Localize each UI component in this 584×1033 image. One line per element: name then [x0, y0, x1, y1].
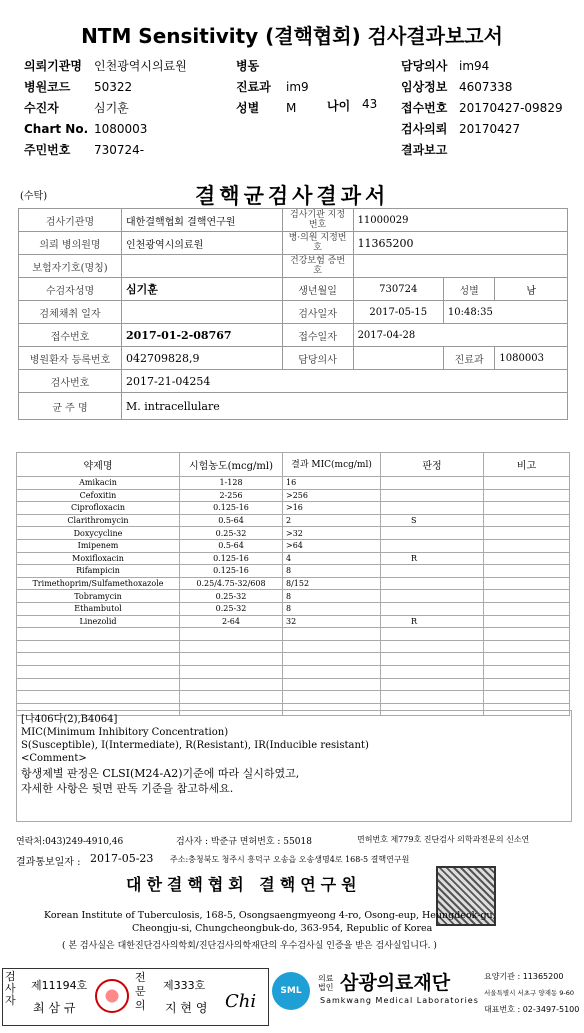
col-drug: 약제명: [17, 453, 180, 477]
table-cell: [381, 665, 484, 678]
table-cell: 2-64: [180, 615, 283, 628]
accept-date-value: 2017-04-28: [353, 324, 567, 347]
table-cell: [381, 489, 484, 502]
table-cell: 8: [283, 565, 381, 578]
table-cell: Moxifloxacin: [17, 552, 180, 565]
header-label: 임상정보: [401, 80, 448, 94]
age-value: 43: [362, 97, 378, 111]
header-value: im9: [286, 80, 309, 94]
table-cell: [381, 577, 484, 590]
table-cell: [283, 628, 381, 641]
table-cell: [381, 502, 484, 515]
table-row: [17, 577, 570, 590]
footer-contact: 연락처:043)249-4910,46: [16, 837, 124, 847]
header-row: [24, 76, 224, 97]
header-value: M: [286, 101, 297, 115]
patient-value: 심기훈: [122, 278, 283, 301]
table-cell: [381, 653, 484, 666]
table-cell: Trimethoprim/Sulfamethoxazole: [17, 577, 180, 590]
table-row: [17, 628, 570, 641]
table-cell: >16: [283, 502, 381, 515]
institute-name: 대한결핵협회 결핵연구원: [126, 875, 362, 894]
sml-logo-text: SML: [280, 986, 302, 996]
table-cell: >256: [283, 489, 381, 502]
table-row: [17, 552, 570, 565]
birth-label: 생년월일: [282, 278, 353, 301]
table-cell: [381, 477, 484, 490]
org-tel: 대표번호 : 02-3497-5100: [484, 1005, 580, 1014]
accept-no-value: 2017-01-2-08767: [122, 324, 283, 347]
table-cell: 4: [283, 552, 381, 565]
accept-no-label: 접수번호: [19, 324, 122, 347]
table-cell: Cefoxitin: [17, 489, 180, 502]
table-row: [17, 477, 570, 490]
header-row: [401, 139, 581, 160]
report-date-value: 2017-05-23: [90, 852, 154, 865]
table-cell: [381, 539, 484, 552]
doctor-value: [353, 347, 443, 370]
table-cell: [484, 615, 570, 628]
header-label: Chart No.: [24, 122, 89, 136]
header-value: 4607338: [459, 80, 513, 94]
table-cell: 32: [283, 615, 381, 628]
table-cell: 0.25-32: [180, 527, 283, 540]
table-cell: [484, 628, 570, 641]
receipt-tag: (수탁): [20, 191, 48, 202]
species-value: M. intracellulare: [122, 393, 568, 420]
comment-mic: MIC(Minimum Inhibitory Concentration): [21, 727, 229, 738]
header-row: [24, 118, 224, 139]
table-cell: [17, 628, 180, 641]
org-small: [318, 974, 336, 992]
org-name-en: Samkwang Medical Laboratories: [320, 996, 479, 1005]
table-cell: [180, 640, 283, 653]
agency-no-value: 11000029: [353, 209, 567, 232]
header-right: [401, 55, 581, 160]
exam-label: 검사자: [5, 970, 16, 1007]
table-cell: 0.125-16: [180, 565, 283, 578]
test-no-value: 2017-21-04254: [122, 370, 568, 393]
age-label: 나이: [327, 99, 351, 113]
spec-no: 제333호: [163, 979, 206, 992]
table-cell: [180, 653, 283, 666]
birth-value: 730724: [353, 278, 443, 301]
collect-value: [122, 301, 283, 324]
table-cell: [484, 565, 570, 578]
reg-value: 042709828,9: [122, 347, 283, 370]
hospital-no-label: 병·의원 지정번호: [282, 232, 353, 255]
agency-no-label: 검사기관 지정번호: [282, 209, 353, 232]
table-row: [17, 565, 570, 578]
footer-examiner: 검사자 : 박준규 면허번호 : 55018: [176, 837, 312, 847]
table-row: [17, 489, 570, 502]
header-label: 담당의사: [401, 59, 448, 73]
table-cell: Amikacin: [17, 477, 180, 490]
table-cell: 8/152: [283, 577, 381, 590]
hospital-label: 의뢰 병의원명: [19, 232, 122, 255]
dept-label: 진료과: [443, 347, 494, 370]
species-label: 균 주 명: [19, 393, 122, 420]
page-title: NTM Sensitivity (결핵협회) 검사결과보고서: [81, 24, 503, 48]
table-row: [17, 678, 570, 691]
header-label: 병원코드: [24, 80, 71, 94]
table-cell: R: [381, 615, 484, 628]
table-cell: Ethambutol: [17, 602, 180, 615]
header-label: 성별: [236, 101, 260, 115]
table-cell: [283, 640, 381, 653]
table-row: [17, 527, 570, 540]
table-cell: [283, 678, 381, 691]
table-row: [17, 590, 570, 603]
header-label: 접수번호: [401, 101, 448, 115]
table-cell: [180, 665, 283, 678]
insurance-no-value: [353, 255, 567, 278]
header-row: [401, 76, 581, 97]
header-row: [236, 55, 396, 76]
header-value: im94: [459, 59, 490, 73]
table-cell: [283, 653, 381, 666]
footer-address-kr: 주소:충청북도 청주시 흥덕구 오송읍 오송생명4로 168-5 결핵연구원: [170, 855, 410, 864]
signature: Chi: [225, 991, 257, 1012]
doctor-label: 담당의사: [282, 347, 353, 370]
col-range: 시험농도(mcg/ml): [180, 453, 283, 477]
table-cell: 0.25-32: [180, 602, 283, 615]
header-value: 730724-: [94, 143, 145, 157]
table-cell: 8: [283, 602, 381, 615]
header-value: 20170427-09829: [459, 101, 563, 115]
header-row: [236, 76, 396, 97]
hospital-no-value: 11365200: [353, 232, 567, 255]
table-cell: Rifampicin: [17, 565, 180, 578]
test-date-label: 검사일자: [282, 301, 353, 324]
dept-value: 1080003: [495, 347, 568, 370]
comment-legend: S(Susceptible), I(Intermediate), R(Resistant), IR(Inducible resistant): [21, 740, 369, 751]
report-date-label: 결과통보일자 :: [16, 857, 81, 868]
table-cell: Ciprofloxacin: [17, 502, 180, 515]
org-address: 서울특별시 서초구 양재동 9-60: [484, 989, 575, 997]
patient-label: 수검자성명: [19, 278, 122, 301]
agency-label: 검사기관명: [19, 209, 122, 232]
comment-line2: 자세한 사항은 뒷면 판독 기준을 참고하세요.: [21, 782, 234, 795]
table-cell: [484, 527, 570, 540]
org-small-2: 법인: [318, 983, 334, 992]
table-cell: 0.25/4.75-32/608: [180, 577, 283, 590]
table-cell: [180, 678, 283, 691]
table-cell: [381, 691, 484, 704]
table-cell: [484, 653, 570, 666]
hospital-value: 인천광역시의료원: [122, 232, 283, 255]
table-cell: [17, 691, 180, 704]
table-cell: 0.125-16: [180, 502, 283, 515]
table-cell: Clarithromycin: [17, 514, 180, 527]
accept-date-label: 접수일자: [282, 324, 353, 347]
table-cell: 0.25-32: [180, 590, 283, 603]
table-cell: [381, 678, 484, 691]
header-value: 심기훈: [94, 101, 129, 115]
drug-table: [16, 452, 570, 716]
info-table: [18, 208, 568, 420]
header-row: [401, 118, 581, 139]
table-row: [17, 602, 570, 615]
org-name: 삼광의료재단: [340, 972, 451, 994]
col-judge: 판정: [381, 453, 484, 477]
table-cell: [484, 552, 570, 565]
test-time-value: 10:48:35: [443, 301, 567, 324]
table-cell: [381, 565, 484, 578]
table-cell: 16: [283, 477, 381, 490]
table-cell: [381, 628, 484, 641]
insurer-value: [122, 255, 283, 278]
table-row: [17, 640, 570, 653]
spec-name: 지 현 영: [165, 1001, 208, 1015]
table-cell: [180, 691, 283, 704]
table-cell: >32: [283, 527, 381, 540]
exam-name: 최 삼 규: [33, 1001, 76, 1015]
header-label: 주민번호: [24, 143, 71, 157]
header-label: 병동: [236, 59, 260, 73]
table-cell: Imipenem: [17, 539, 180, 552]
cert-note: ( 본 검사실은 대한진단검사의학회/진단검사의학재단의 우수검사실 인증을 받은 검사실입니다. ): [62, 941, 437, 951]
table-row: [17, 539, 570, 552]
exam-seal: [95, 979, 129, 1013]
collect-label: 검체채취 일자: [19, 301, 122, 324]
header-label: 진료과: [236, 80, 271, 94]
test-date-value: 2017-05-15: [353, 301, 443, 324]
sex-value: 남: [495, 278, 568, 301]
header-row: [24, 97, 224, 118]
table-row: [17, 502, 570, 515]
table-cell: [381, 640, 484, 653]
table-row: [17, 691, 570, 704]
test-no-label: 검사번호: [19, 370, 122, 393]
table-cell: [283, 665, 381, 678]
table-cell: [17, 678, 180, 691]
table-cell: [180, 628, 283, 641]
header-row: [24, 55, 224, 76]
table-cell: R: [381, 552, 484, 565]
table-row: [17, 514, 570, 527]
signature-box: [2, 968, 269, 1026]
header-label: 검사의뢰: [401, 122, 448, 136]
header-value: 1080003: [94, 122, 148, 136]
table-cell: [484, 691, 570, 704]
header-value: 50322: [94, 80, 133, 94]
table-cell: [484, 577, 570, 590]
comment-line1: 항생제별 판정은 CLSI(M24-A2)기준에 따라 실시하였고,: [21, 767, 300, 780]
table-cell: [484, 489, 570, 502]
table-cell: Doxycycline: [17, 527, 180, 540]
header-row: [401, 97, 581, 118]
sml-logo: [272, 972, 310, 1010]
spec-label: 전문의: [135, 971, 146, 1012]
table-cell: [283, 691, 381, 704]
col-note: 비고: [484, 453, 570, 477]
table-cell: Tobramycin: [17, 590, 180, 603]
table-cell: [17, 665, 180, 678]
table-cell: 1-128: [180, 477, 283, 490]
table-cell: 8: [283, 590, 381, 603]
header-value: 인천광역시의료원: [94, 59, 187, 73]
reg-label: 병원환자 등록번호: [19, 347, 122, 370]
comment-tag: <Comment>: [21, 753, 87, 764]
table-row: [17, 665, 570, 678]
table-cell: [484, 539, 570, 552]
table-cell: [484, 514, 570, 527]
table-row: [17, 653, 570, 666]
table-cell: [484, 640, 570, 653]
table-cell: 0.125-16: [180, 552, 283, 565]
address-en-2: Cheongju-si, Chungcheongbuk-do, 363-954, Republic of Korea: [132, 923, 433, 934]
insurer-label: 보험자기호(명칭): [19, 255, 122, 278]
table-cell: [484, 502, 570, 515]
table-cell: Linezolid: [17, 615, 180, 628]
insurance-no-label: 건강보험 증번호: [282, 255, 353, 278]
table-cell: [381, 527, 484, 540]
table-cell: 0.5-64: [180, 539, 283, 552]
header-value: 20170427: [459, 122, 521, 136]
table-cell: 0.5-64: [180, 514, 283, 527]
table-cell: >64: [283, 539, 381, 552]
address-en-1: Korean Institute of Tuberculosis, 168-5, Osongsaengmyeong 4-ro, Osong-eup, Heungdeok-gu,: [44, 910, 496, 921]
table-cell: [484, 590, 570, 603]
header-label: 의뢰기관명: [24, 59, 82, 73]
header-row: [24, 139, 224, 160]
table-cell: [484, 602, 570, 615]
table-cell: [381, 602, 484, 615]
table-cell: [484, 665, 570, 678]
col-mic: 결과 MIC(mcg/ml): [283, 453, 381, 477]
table-cell: 2-256: [180, 489, 283, 502]
table-cell: 2: [283, 514, 381, 527]
table-cell: [484, 477, 570, 490]
report-title: 결핵균검사결과서: [195, 183, 390, 208]
org-reg: 요양기관 : 11365200: [484, 972, 564, 981]
org-small-1: 의료: [318, 974, 334, 983]
bottom-band: [0, 966, 584, 1033]
comment-box: [16, 710, 572, 822]
table-row: [17, 615, 570, 628]
table-cell: [381, 590, 484, 603]
header-left: [24, 55, 224, 160]
comment-code: [나406다(2),B4064]: [21, 714, 118, 725]
table-cell: [484, 678, 570, 691]
header-label: 수진자: [24, 101, 59, 115]
exam-no: 제11194호: [31, 979, 88, 992]
header-label: 결과보고: [401, 143, 448, 157]
table-cell: S: [381, 514, 484, 527]
table-cell: [17, 640, 180, 653]
agency-value: 대한결핵협회 결핵연구원: [122, 209, 283, 232]
footer-specialist: 면허번호 제779호 진단검사 의학과전문의 신소연: [357, 835, 530, 844]
header-row: [401, 55, 581, 76]
table-cell: [17, 653, 180, 666]
sex-label: 성별: [443, 278, 494, 301]
